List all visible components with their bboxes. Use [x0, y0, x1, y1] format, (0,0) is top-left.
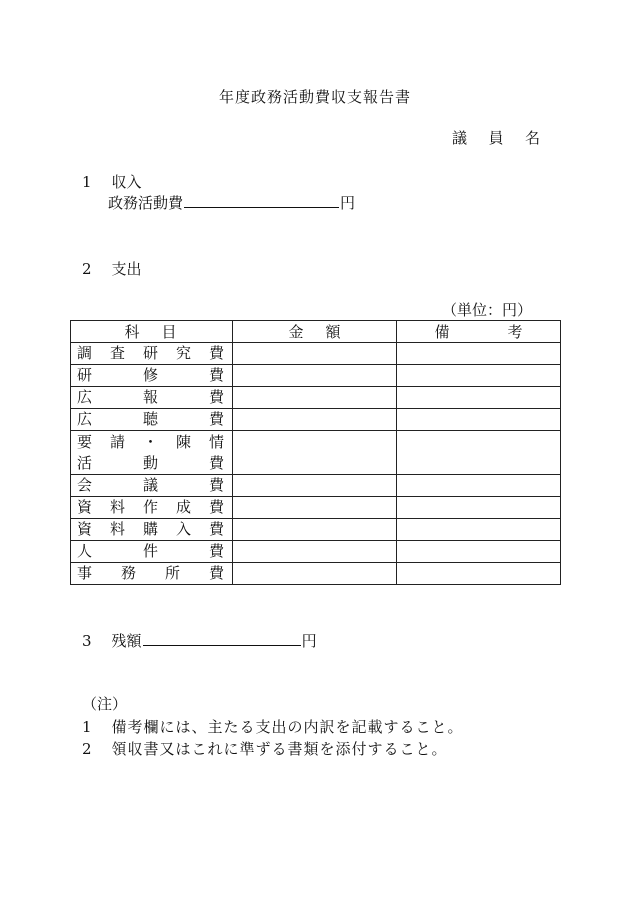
- note-number: 1: [82, 718, 92, 736]
- table-header-row: [71, 321, 561, 343]
- income-heading: [82, 171, 142, 192]
- income-heading-text: 収入: [111, 173, 142, 191]
- expenditure-heading-text: 支出: [111, 260, 142, 278]
- expenditure-heading: [82, 258, 142, 279]
- table-row: [71, 343, 561, 365]
- row-remarks-cell[interactable]: [397, 409, 561, 431]
- table-row: [71, 431, 561, 475]
- expenditure-table: [70, 320, 561, 585]
- balance-label: 残額: [111, 632, 142, 650]
- header-amount: 金額: [233, 321, 397, 343]
- row-remarks-cell[interactable]: [397, 343, 561, 365]
- member-name-label: 議員名: [452, 129, 540, 147]
- row-amount-cell[interactable]: [233, 497, 397, 519]
- row-amount-cell[interactable]: [233, 475, 397, 497]
- row-amount-cell[interactable]: [233, 409, 397, 431]
- table-row: [71, 563, 561, 585]
- row-remarks-cell[interactable]: [397, 475, 561, 497]
- row-amount-cell[interactable]: [233, 365, 397, 387]
- note-text: 領収書又はこれに準ずる書類を添付すること。: [111, 740, 448, 758]
- balance-currency: 円: [301, 632, 317, 650]
- note-text: 備考欄には、主たる支出の内訳を記載すること。: [111, 718, 464, 736]
- balance-heading-number: 3: [82, 632, 92, 650]
- table-row: [71, 497, 561, 519]
- header-subject: 科目: [71, 321, 233, 343]
- row-subject: 事務所費: [71, 563, 233, 585]
- balance-amount-blank[interactable]: [143, 630, 301, 646]
- table-row: [71, 519, 561, 541]
- income-currency: 円: [340, 194, 356, 212]
- row-remarks-cell[interactable]: [397, 541, 561, 563]
- row-subject: 調査研究費: [71, 343, 233, 365]
- row-amount-cell[interactable]: [233, 387, 397, 409]
- note-item: [82, 716, 464, 737]
- row-amount-cell[interactable]: [233, 541, 397, 563]
- row-subject: 資料購入費: [71, 519, 233, 541]
- row-subject: 要請・陳情 活動費: [71, 431, 233, 475]
- income-amount-blank[interactable]: [184, 192, 339, 208]
- note-item: [82, 738, 448, 759]
- report-title: 年度政務活動費収支報告書: [218, 88, 411, 106]
- row-subject: 会議費: [71, 475, 233, 497]
- unit-note: （単位：円）: [442, 301, 533, 319]
- row-amount-cell[interactable]: [233, 431, 397, 475]
- row-remarks-cell[interactable]: [397, 431, 561, 475]
- row-subject: 研修費: [71, 365, 233, 387]
- row-amount-cell[interactable]: [233, 519, 397, 541]
- header-remarks: 備考: [397, 321, 561, 343]
- row-subject: 人件費: [71, 541, 233, 563]
- notes-title: （注）: [82, 695, 128, 713]
- table-row: [71, 475, 561, 497]
- balance-line: [82, 630, 317, 651]
- row-subject: 資料作成費: [71, 497, 233, 519]
- row-remarks-cell[interactable]: [397, 497, 561, 519]
- row-amount-cell[interactable]: [233, 563, 397, 585]
- note-number: 2: [82, 740, 92, 758]
- row-subject: 広聴費: [71, 409, 233, 431]
- table-row: [71, 541, 561, 563]
- income-line: [108, 192, 355, 213]
- row-remarks-cell[interactable]: [397, 365, 561, 387]
- table-row: [71, 365, 561, 387]
- row-amount-cell[interactable]: [233, 343, 397, 365]
- income-item-label: 政務活動費: [108, 194, 184, 212]
- income-heading-number: 1: [82, 173, 92, 191]
- table-row: [71, 409, 561, 431]
- row-remarks-cell[interactable]: [397, 519, 561, 541]
- row-remarks-cell[interactable]: [397, 387, 561, 409]
- row-remarks-cell[interactable]: [397, 563, 561, 585]
- row-subject: 広報費: [71, 387, 233, 409]
- table-row: [71, 387, 561, 409]
- expenditure-heading-number: 2: [82, 260, 92, 278]
